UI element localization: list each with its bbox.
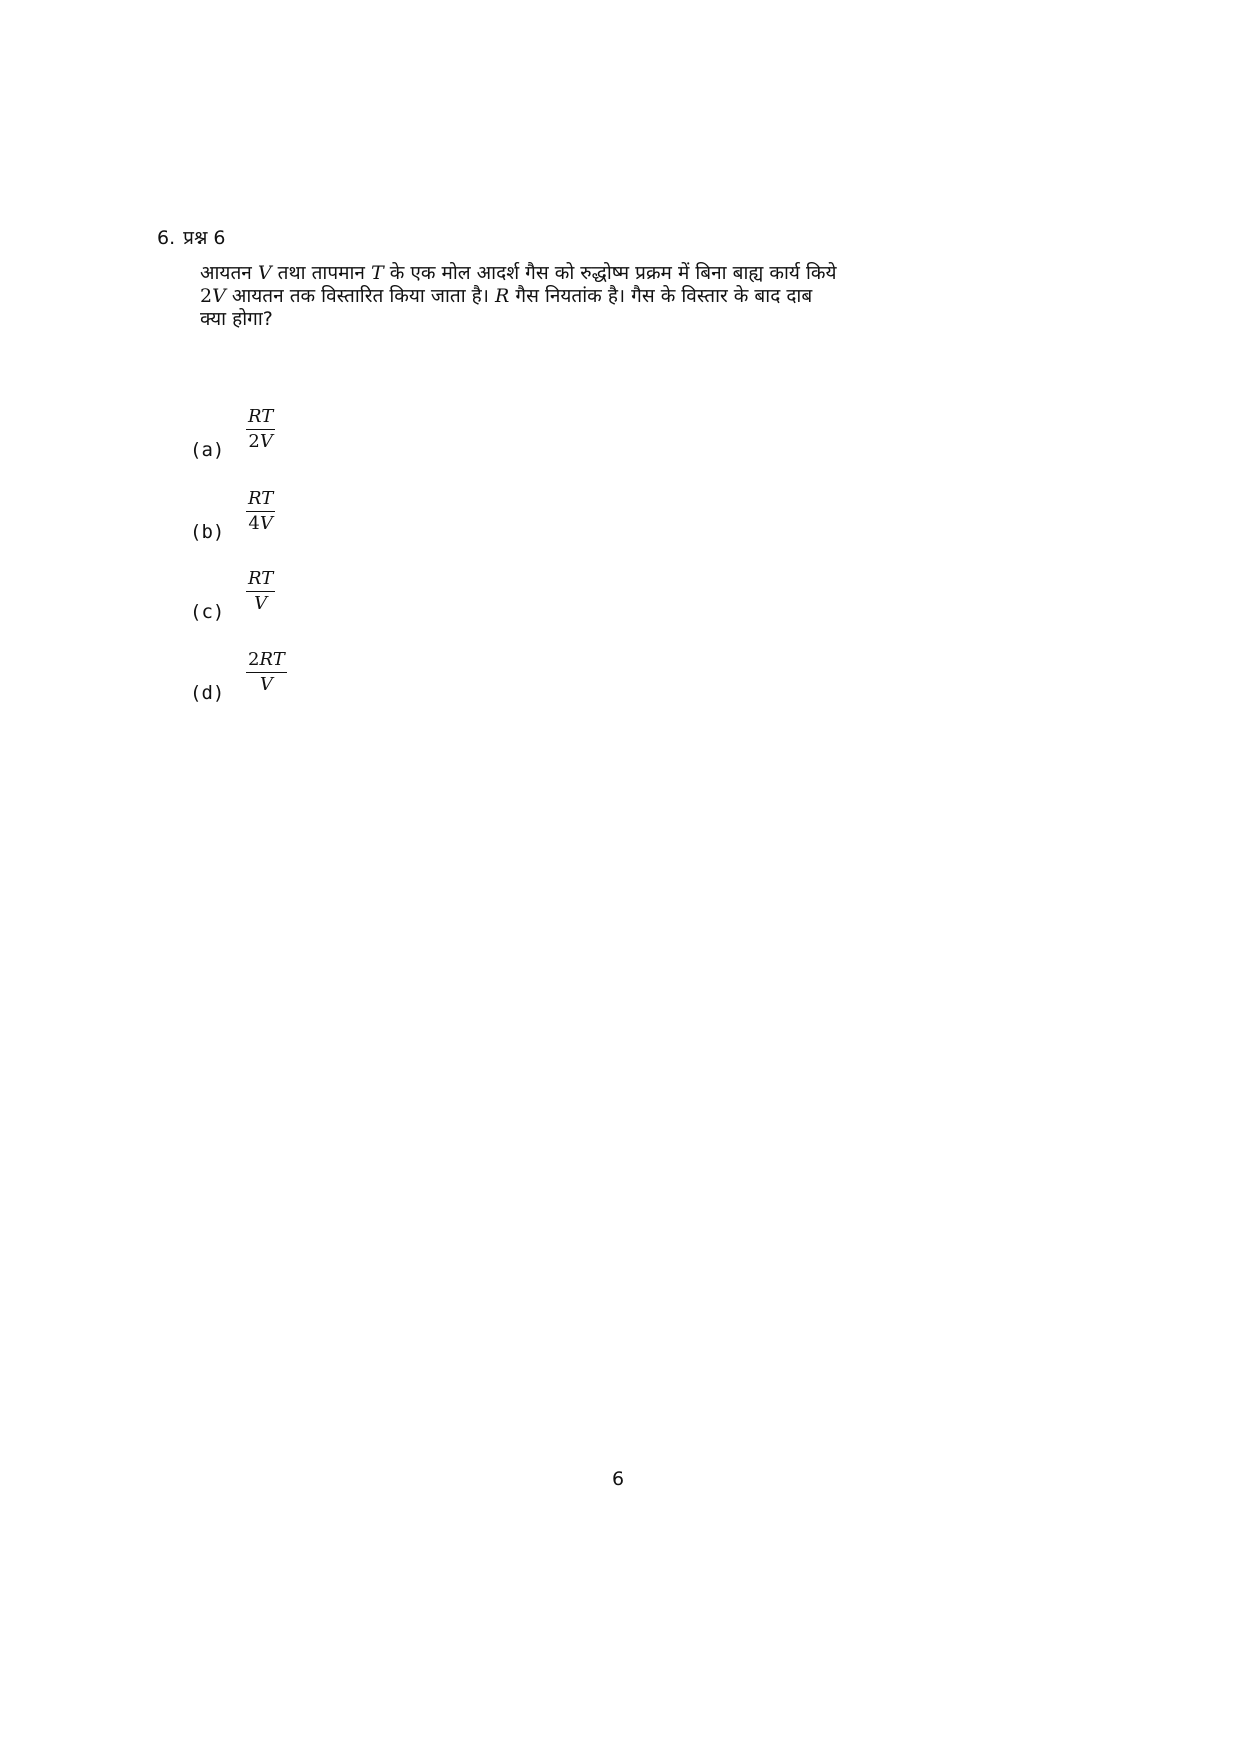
option-label: (c) [190,601,225,623]
option-fraction [246,567,275,616]
option-b[interactable] [190,487,390,557]
math-symbol: V [257,262,272,284]
text-segment: आयतन तक विस्तारित किया जाता है। [225,285,496,307]
fraction-denominator: V [254,593,268,614]
text-segment: आयतन [200,262,258,284]
option-a[interactable] [190,405,390,475]
question-text [200,262,890,331]
text-segment: गैस नियतांक है। गैस के विस्तार के बाद दाब [509,285,813,307]
question-title: प्रश्न 6 [183,227,226,249]
option-fraction [246,487,275,536]
fraction-numerator: RT [248,406,274,427]
fraction-numerator: RT [248,488,274,509]
option-c[interactable] [190,567,390,637]
fraction-denominator: V [259,674,273,695]
math-symbol: 2 [200,285,213,307]
fraction-numerator: 2RT [248,649,285,670]
option-label: (b) [190,521,225,543]
text-segment: तथा तापमान [271,262,371,284]
fraction-denominator: 2V [248,431,273,452]
text-segment: के एक मोल आदर्श गैस को रुद्धोष्म प्रक्रम में बिना बाह्य कार्य किये [383,262,837,284]
fraction-numerator: RT [248,568,274,589]
math-symbol: V [212,285,226,307]
question-number: 6. [157,227,176,249]
text-segment: क्या होगा? [200,308,273,330]
option-fraction [246,648,287,697]
question-heading [157,224,234,250]
page-number: 6 [612,1468,625,1490]
question-line [200,285,890,308]
question-line [200,308,890,331]
option-d[interactable] [190,648,390,718]
math-symbol: T [370,262,384,284]
option-label: (d) [190,682,225,704]
question-line [200,262,890,285]
fraction-denominator: 4V [248,513,273,534]
option-fraction [246,405,275,454]
option-label: (a) [190,439,225,461]
math-symbol: R [495,285,510,307]
